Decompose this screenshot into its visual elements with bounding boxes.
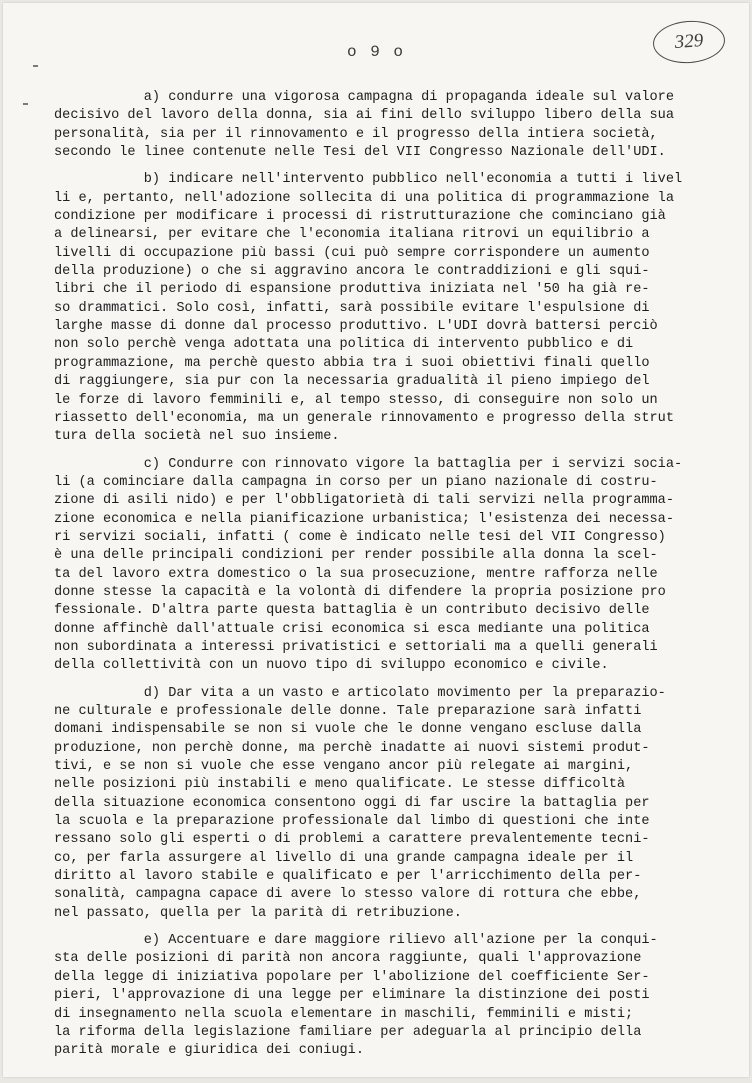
margin-mark bbox=[23, 103, 28, 105]
archive-number-stamp: 329 bbox=[652, 19, 727, 66]
paragraph-a: a) condurre una vigorosa campagna di propaganda ideale sul valore decisivo del lavoro della donna, sia ai fini dello sviluppo libero della sua personalità, sia per il rinnovamento e il progresso della intiera società, secondo le linee contenute nelle Tesi del VII Congresso Nazionale dell'UDI. bbox=[54, 90, 674, 161]
margin-mark bbox=[33, 65, 38, 67]
paragraph-c: c) Condurre con rinnovato vigore la battaglia per i servizi socia- li (a cominciare dalla campagna in corso per un piano nazionale di costru- zione di asili nido) e per l'obbligatorietà di tali servizi nella programma- zione economica e nella pianificazione urbanistica; l'esistenza dei necessa- ri servizi sociali, infatti ( come è indicato nelle tesi del VII Congresso) è una delle principali condizioni per render possibile alla donna la scel- ta del lavoro extra domestico o la sua prosecuzione, mentre rafforza nelle donne stesse la capacità e la volontà di difendere la propria posizione pro fessionale. D'altra parte questa battaglia è un contributo decisivo delle donne affinchè dall'attuale crisi economica si esca mediante una politica non subordinata a interessi privatistici e settoriali ma a quelli generali della collettività con un nuovo tipo di sviluppo economico e civile. bbox=[54, 456, 683, 674]
document-body bbox=[54, 89, 744, 1070]
document-page bbox=[3, 3, 749, 1077]
page-number: o 9 o bbox=[346, 43, 405, 61]
paragraph-e: e) Accentuare e dare maggiore rilievo all'azione per la conqui- sta delle posizioni di parità non ancora raggiunte, quali l'approvazione della legge di iniziativa popolare per l'abolizione del coefficiente Ser- pieri, l'approvazione di una legge per eliminare la distinzione dei posti di insegnamento nella scuola elementare in maschili, femminili e misti; la riforma della legislazione familiare per adeguarla al principio della parità morale e giuridica dei coniugi. bbox=[54, 933, 658, 1059]
paragraph-d: d) Dar vita a un vasto e articolato movimento per la preparazio- ne culturale e professionale delle donne. Tale preparazione sarà infatti domani indispensabile se non si vuole che le donne vengano escluse dalla produzione, non perchè donne, ma perchè inadatte ai nuovi sistemi produt- tivi, e se non si vuole che esse vengano ancor più relegate ai margini, nelle posizioni più instabili e meno qualificate. Le stesse difficoltà della situazione economica consentono oggi di far uscire la battaglia per la scuola e la preparazione professionale dal limbo di questioni che inte ressano solo gli esperti o di problemi a carattere prevalentemente tecni- co, per farla assurgere al livello di una grande campagna ideale per il diritto al lavoro stabile e qualificato e per l'arricchimento della per- sonalità, campagna capace di avere lo stesso valore di rottura che ebbe, nel passato, quella per la parità di retribuzione. bbox=[54, 685, 666, 921]
paragraph-b: b) indicare nell'intervento pubblico nell'economia a tutti i livel li e, pertanto, nell'adozione sollecita di una politica di programmazione la condizione per modificare i processi di ristrutturazione che cominciano già a delinearsi, per evitare che l'economia italiana ritrovi un equilibrio a livelli di occupazione più bassi (cui può sempre corrispondere un aumento della produzione) o che si aggravino ancora le contraddizioni e gli squi- libri che il periodo di espansione produttiva iniziata nel '50 ha già re- so drammatici. Solo così, infatti, sarà possibile evitare l'espulsione di larghe masse di donne dal processo produttivo. L'UDI dovrà battersi perciò non solo perchè venga adottata una politica di intervento pubblico e di programmazione, ma perchè questo abbia tra i suoi obiettivi finali quello di raggiungere, sia pur con la necessaria gradualità il pieno impiego del le forze di lavoro femminili e, al tempo stesso, di conseguire non solo un riassetto dell'economia, ma un generale rinnovamento e progresso della strut tura della società nel suo insieme. bbox=[54, 172, 683, 445]
